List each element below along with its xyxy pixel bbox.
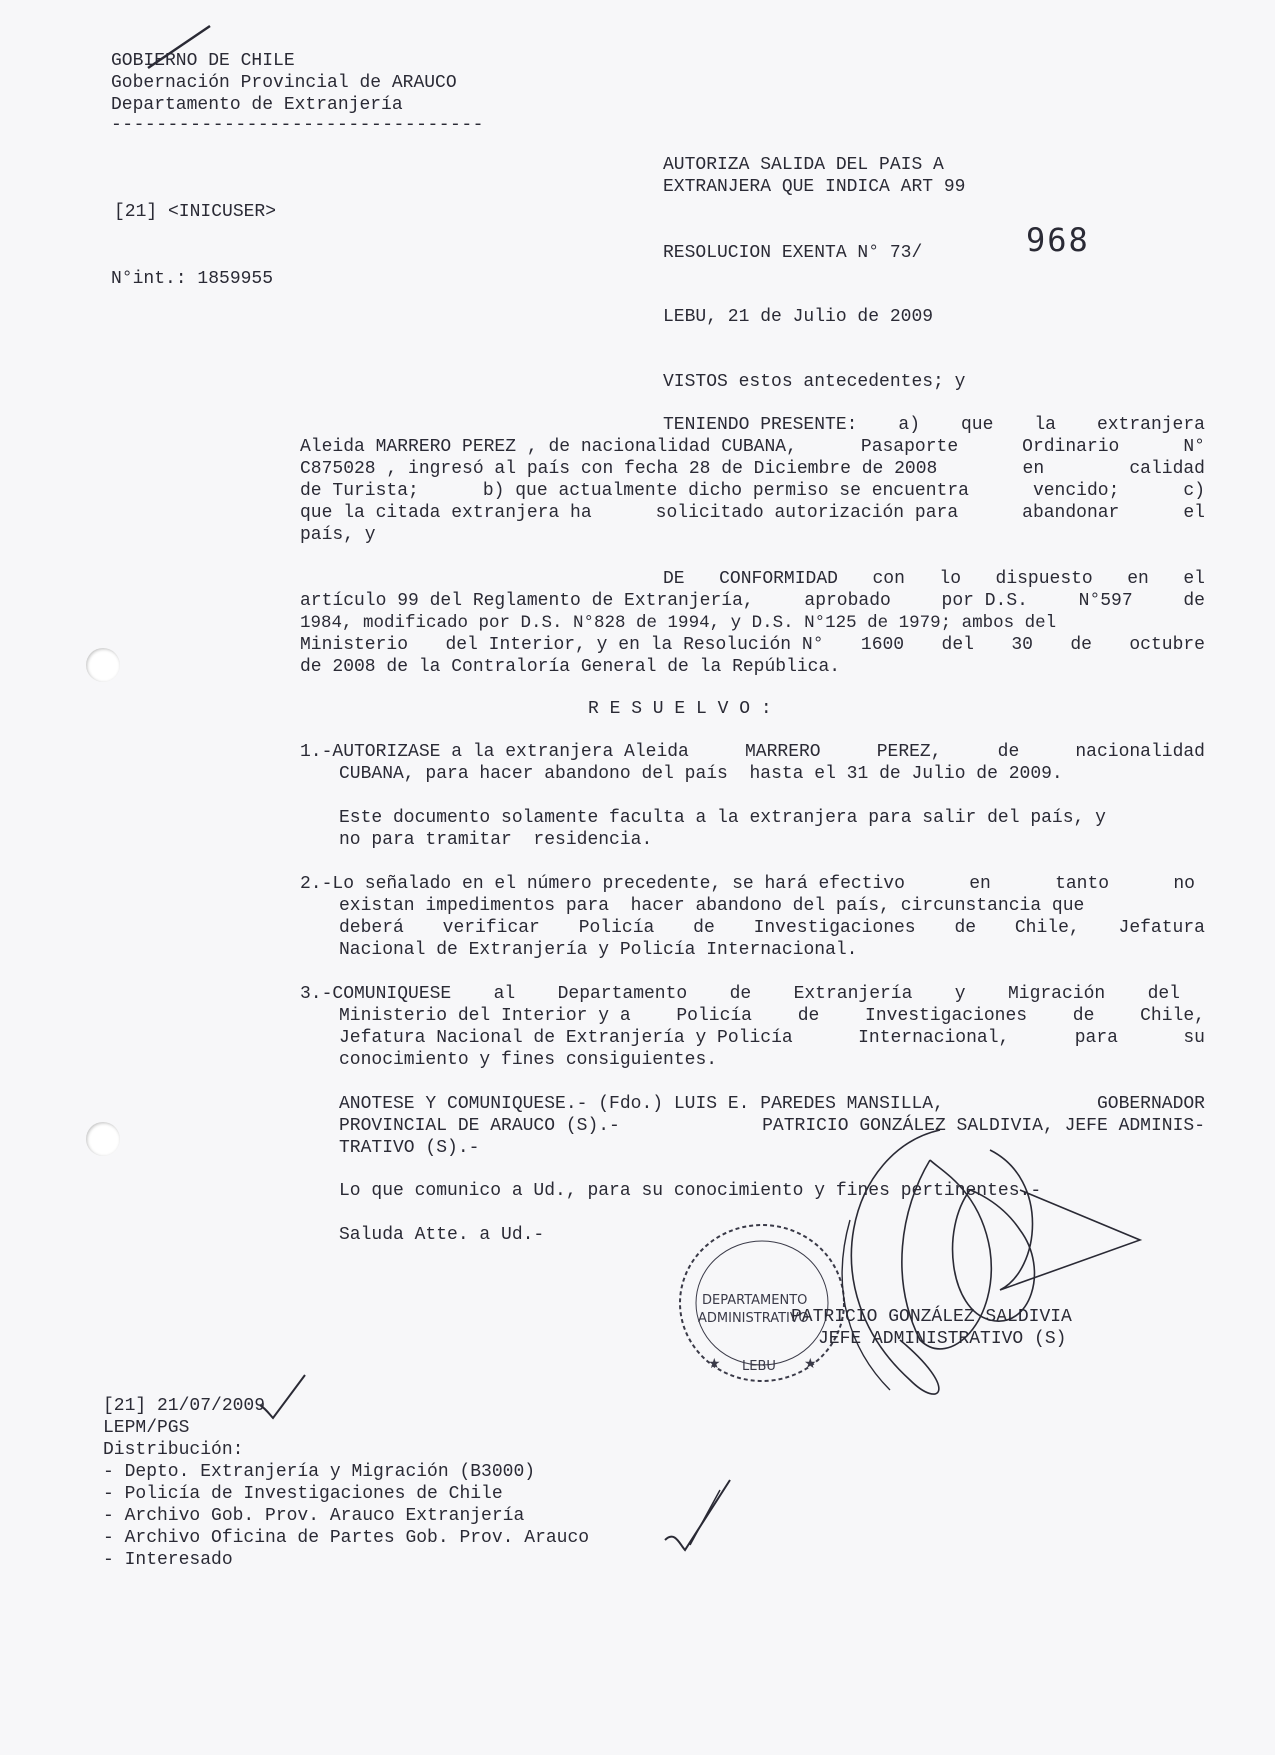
signer-name: PATRICIO GONZÁLEZ SALDIVIA — [791, 1307, 1072, 1327]
conformidad-line-4: Ministerio del Interior, y en la Resolución N° 1600 del 30 de octubre — [300, 635, 1205, 655]
svg-text:★: ★ — [708, 1356, 721, 1372]
place-date: LEBU, 21 de Julio de 2009 — [663, 307, 934, 327]
punch-hole-top — [86, 648, 120, 682]
punch-hole-bottom — [86, 1122, 120, 1156]
teniendo-line-5: que la citada extranjera ha solicitado autorización para abandonar el — [300, 503, 1205, 523]
item3-line-3: Jefatura Nacional de Extranjería y Policía Internacional, para su — [339, 1028, 1205, 1048]
item1-note-line-2: no para tramitar residencia. — [339, 830, 653, 850]
item2-line-4: Nacional de Extranjería y Policía Internacional. — [339, 940, 858, 960]
teniendo-line-6: país, y — [300, 525, 376, 545]
saluda-line: Saluda Atte. a Ud.- — [339, 1225, 545, 1245]
item3-line-4: conocimiento y fines consiguientes. — [339, 1050, 718, 1070]
teniendo-line-4: de Turista; b) que actualmente dicho permiso se encuentra vencido; c) — [300, 481, 1205, 501]
conformidad-line-1: DE CONFORMIDAD con lo dispuesto en el — [663, 569, 1205, 589]
check-mark-distribution — [660, 1470, 740, 1560]
distribution-item: - Depto. Extranjería y Migración (B3000) — [103, 1462, 536, 1482]
distribution-item: - Interesado — [103, 1550, 233, 1570]
user-code: [21] <INICUSER> — [114, 202, 277, 222]
conformidad-line-5: de 2008 de la Contraloría General de la República. — [300, 657, 841, 677]
distribution-item: - Policía de Investigaciones de Chile — [103, 1484, 503, 1504]
resolution-handwritten-number: 968 — [1026, 221, 1090, 259]
anotese-line-3: TRATIVO (S).- — [339, 1138, 480, 1158]
resolution-label: RESOLUCION EXENTA N° 73/ — [663, 243, 923, 263]
pen-tick-mark — [140, 20, 220, 80]
item1-note-line-1: Este documento solamente faculta a la extranjera para salir del país, y — [339, 808, 1106, 828]
distribution-label: Distribución: — [103, 1440, 244, 1460]
distribution-item: - Archivo Oficina de Partes Gob. Prov. Arauco — [103, 1528, 590, 1548]
header-rule: --------------------------------- — [111, 115, 484, 135]
signer-title: JEFE ADMINISTRATIVO (S) — [818, 1329, 1067, 1349]
teniendo-line-3: C875028 , ingresó al país con fecha 28 de Diciembre de 2008 en calidad — [300, 459, 1205, 479]
distribution-item: - Archivo Gob. Prov. Arauco Extranjería — [103, 1506, 525, 1526]
header-governorship: Gobernación Provincial de ARAUCO — [111, 73, 457, 93]
header-government: GOBIERNO DE CHILE — [111, 51, 295, 71]
anotese-line-2: PROVINCIAL DE ARAUCO (S).- PATRICIO GONZÁLEZ SALDIVIA, JEFE ADMINIS- — [339, 1116, 1205, 1136]
resuelvo-heading: R E S U E L V O : — [588, 699, 772, 719]
comunico-line: Lo que comunico a Ud., para su conocimiento y fines pertinentes.- — [339, 1181, 1042, 1201]
stamp-city: LEBU — [742, 1359, 776, 1374]
item2-line-3: deberá verificar Policía de Investigaciones de Chile, Jefatura — [339, 918, 1205, 938]
subject-line-1: AUTORIZA SALIDA DEL PAIS A — [663, 155, 944, 175]
internal-number: N°int.: 1859955 — [111, 269, 274, 289]
item3-line-1: 3.-COMUNIQUESE al Departamento de Extranjería y Migración del — [300, 984, 1180, 1004]
stamp-administrative: ADMINISTRATIVO — [698, 1311, 809, 1326]
check-mark-footer — [255, 1370, 315, 1430]
svg-text:★: ★ — [804, 1356, 817, 1372]
anotese-line-1: ANOTESE Y COMUNIQUESE.- (Fdo.) LUIS E. PAREDES MANSILLA, GOBERNADOR — [339, 1094, 1205, 1114]
item2-line-2: existan impedimentos para hacer abandono del país, circunstancia que — [339, 896, 1085, 916]
vistos: VISTOS estos antecedentes; y — [663, 372, 966, 392]
conformidad-line-2: artículo 99 del Reglamento de Extranjería, aprobado por D.S. N°597 de — [300, 591, 1205, 611]
header-department: Departamento de Extranjería — [111, 95, 403, 115]
item1-line-2: CUBANA, para hacer abandono del país hasta el 31 de Julio de 2009. — [339, 764, 1063, 784]
item2-line-1: 2.-Lo señalado en el número precedente, se hará efectivo en tanto no — [300, 874, 1195, 894]
handwritten-signature — [790, 1090, 1150, 1430]
item1-line-1: 1.-AUTORIZASE a la extranjera Aleida MARRERO PEREZ, de nacionalidad — [300, 742, 1205, 762]
conformidad-line-3: 1984, modificado por D.S. N°828 de 1994, y D.S. N°125 de 1979; ambos del — [300, 613, 1057, 633]
footer-reference: [21] 21/07/2009 — [103, 1396, 266, 1416]
teniendo-line-1: TENIENDO PRESENTE: a) que la extranjera — [663, 415, 1205, 435]
item3-line-2: Ministerio del Interior y a Policía de Investigaciones de Chile, — [339, 1006, 1205, 1026]
teniendo-line-2: Aleida MARRERO PEREZ , de nacionalidad CUBANA, Pasaporte Ordinario N° — [300, 437, 1205, 457]
subject-line-2: EXTRANJERA QUE INDICA ART 99 — [663, 177, 966, 197]
stamp-department: DEPARTAMENTO — [702, 1293, 808, 1308]
footer-initials: LEPM/PGS — [103, 1418, 190, 1438]
